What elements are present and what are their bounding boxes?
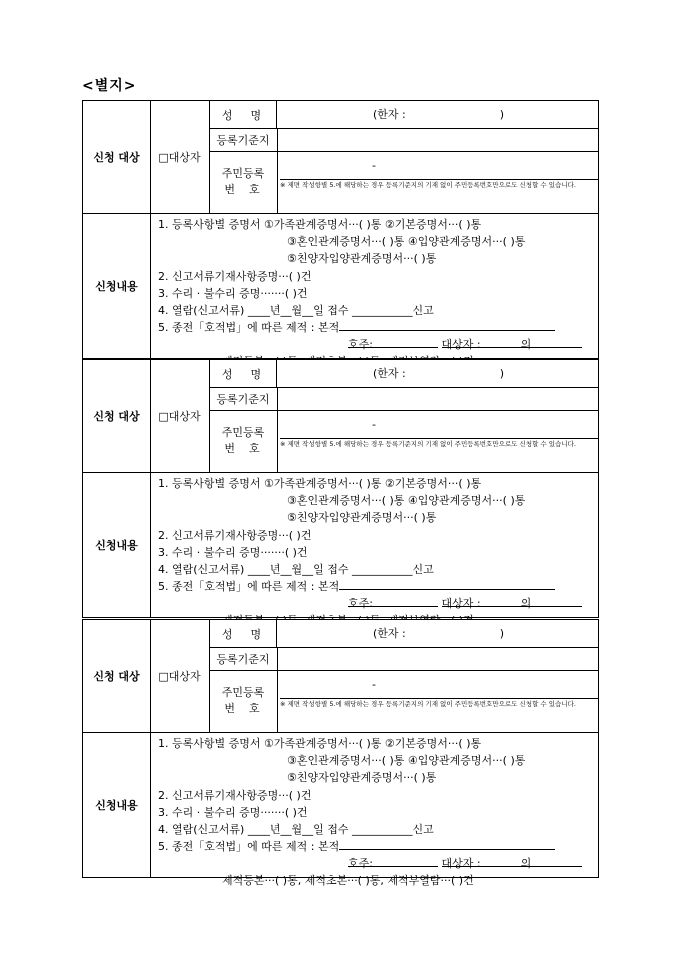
rrn-row (209, 410, 598, 472)
target-section (83, 101, 598, 214)
cert-line-1[interactable]: 1. 등록사항별 증명서 ①가족관계증명서···( )통 ②기본증명서···( )통 (158, 218, 482, 231)
hanja-close: ) (499, 627, 505, 640)
cert-line-3[interactable]: ⑤친양자입양관계증명서···( )통 (287, 252, 437, 265)
item-5-text: 5. 종전「호적법」에 따른 제적 : 본적 (158, 580, 340, 593)
content-section (83, 733, 598, 887)
cert-line-2[interactable]: ③혼인관계증명서···( )통 ④입양관계증명서···( )통 (287, 494, 526, 507)
target-label: 신청 대상 (83, 101, 151, 213)
cert-line-3[interactable]: ⑤친양자입양관계증명서···( )통 (287, 771, 437, 784)
item-5-sub[interactable] (348, 336, 582, 351)
name-label: 성명 (209, 101, 277, 128)
cert-line-1[interactable]: 1. 등록사항별 증명서 ①가족관계증명서···( )통 ②기본증명서···( )통 (158, 477, 482, 490)
name-label: 성명 (209, 360, 277, 387)
base-field[interactable] (277, 387, 598, 410)
item-2[interactable]: 2. 신고서류기재사항증명···( )건 (158, 529, 312, 542)
rrn-label-line1: 주민등록 (221, 426, 265, 439)
hanja-label: (한자 : (373, 367, 406, 380)
hanja-label: (한자 : (373, 108, 406, 121)
rrn-field[interactable] (277, 410, 598, 472)
rrn-label (209, 670, 278, 732)
hanja-label: (한자 : (373, 627, 406, 640)
hanja-close: ) (499, 108, 505, 121)
target-person-field (441, 336, 582, 351)
rrn-dash: - (372, 159, 376, 172)
name-row (209, 101, 598, 129)
target-section (83, 360, 598, 473)
application-block-2 (82, 359, 599, 618)
possessive-label: 의 (520, 597, 532, 610)
application-block-3 (82, 619, 599, 887)
cert-line-1[interactable]: 1. 등록사항별 증명서 ①가족관계증명서···( )통 ②기본증명서···( )통 (158, 737, 482, 750)
cert-line-3[interactable]: ⑤친양자입양관계증명서···( )통 (287, 511, 437, 524)
rrn-dash: - (372, 678, 376, 691)
rrn-row (209, 670, 598, 732)
hoju-field: 호주: (348, 595, 438, 607)
hoju-field: 호주: (348, 336, 438, 348)
item-5-text: 5. 종전「호적법」에 따른 제적 : 본적 (158, 321, 340, 334)
target-section (83, 620, 598, 733)
cert-line-2[interactable]: ③혼인관계증명서···( )통 ④입양관계증명서···( )통 (287, 754, 526, 767)
annex-title: <별지> (82, 78, 137, 94)
item-4[interactable]: 4. 열람(신고서류) ____년__월__일 접수 ___________신고 (158, 563, 434, 576)
base-field[interactable] (277, 647, 598, 670)
subject-checkbox[interactable]: □대상자 (150, 360, 210, 472)
rrn-note: ※ 제면 작성항별 5.에 해당하는 경우 등록기준지의 기재 없이 주민등록번호만으로도 신청할 수 있습니다. (280, 179, 598, 211)
item-5-sub[interactable] (348, 595, 582, 610)
content-label: 신청내용 (83, 733, 151, 877)
rrn-note: ※ 제면 작성항별 5.에 해당하는 경우 등록기준지의 기재 없이 주민등록번호만으로도 신청할 수 있습니다. (280, 698, 598, 730)
item-4[interactable]: 4. 열람(신고서류) ____년__월__일 접수 ___________신고 (158, 304, 434, 317)
content-section (83, 214, 598, 358)
base-row (209, 647, 598, 671)
cert-line-2[interactable]: ③혼인관계증명서···( )통 ④입양관계증명서···( )통 (287, 235, 526, 248)
name-label: 성명 (209, 620, 277, 647)
subject-checkbox[interactable]: □대상자 (150, 620, 210, 732)
name-row (209, 620, 598, 648)
name-field[interactable] (277, 620, 598, 647)
target-person-label: 대상자 : (441, 857, 481, 870)
content-label: 신청내용 (83, 473, 151, 617)
rrn-field[interactable] (277, 670, 598, 732)
item-5[interactable] (158, 319, 555, 335)
rrn-field[interactable] (277, 151, 598, 213)
rrn-label-line2: 번호 (224, 702, 274, 715)
rrn-label (209, 151, 278, 213)
hanja-close: ) (499, 367, 505, 380)
item-3[interactable]: 3. 수리 · 불수리 증명·······( )건 (158, 287, 308, 300)
base-row (209, 387, 598, 411)
item-3[interactable]: 3. 수리 · 불수리 증명·······( )건 (158, 806, 308, 819)
possessive-label: 의 (520, 338, 532, 351)
base-label: 등록기준지 (209, 387, 278, 410)
rrn-dash: - (372, 418, 376, 431)
target-label: 신청 대상 (83, 360, 151, 472)
rrn-label-line1: 주민등록 (221, 167, 265, 180)
application-block-1 (82, 100, 599, 359)
item-5-text: 5. 종전「호적법」에 따른 제적 : 본적 (158, 840, 340, 853)
target-person-label: 대상자 : (441, 597, 481, 610)
target-person-field (441, 595, 582, 610)
name-field[interactable] (277, 101, 598, 128)
content-section (83, 473, 598, 617)
item-5[interactable] (158, 578, 555, 594)
subject-checkbox[interactable]: □대상자 (150, 101, 210, 213)
base-label: 등록기준지 (209, 647, 278, 670)
item-4[interactable]: 4. 열람(신고서류) ____년__월__일 접수 ___________신고 (158, 823, 434, 836)
item-2[interactable]: 2. 신고서류기재사항증명···( )건 (158, 789, 312, 802)
hoju-field: 호주: (348, 855, 438, 867)
rrn-label-line2: 번호 (224, 442, 274, 455)
target-label: 신청 대상 (83, 620, 151, 732)
rrn-label (209, 410, 278, 472)
rrn-row (209, 151, 598, 213)
target-person-label: 대상자 : (441, 338, 481, 351)
possessive-label: 의 (520, 857, 532, 870)
content-label: 신청내용 (83, 214, 151, 358)
item-5-copies[interactable]: 제적등본···( )통, 제적초본···( )통, 제적부열람···( )건 (222, 874, 474, 887)
item-2[interactable]: 2. 신고서류기재사항증명···( )건 (158, 270, 312, 283)
base-row (209, 128, 598, 152)
item-3[interactable]: 3. 수리 · 불수리 증명·······( )건 (158, 546, 308, 559)
item-5[interactable] (158, 838, 555, 854)
rrn-label-line2: 번호 (224, 183, 274, 196)
item-5-sub[interactable] (348, 855, 582, 870)
name-row (209, 360, 598, 388)
rrn-label-line1: 주민등록 (221, 686, 265, 699)
base-label: 등록기준지 (209, 128, 278, 151)
rrn-note: ※ 제면 작성항별 5.에 해당하는 경우 등록기준지의 기재 없이 주민등록번호만으로도 신청할 수 있습니다. (280, 438, 598, 470)
name-field[interactable] (277, 360, 598, 387)
base-field[interactable] (277, 128, 598, 151)
target-person-field (441, 855, 582, 870)
